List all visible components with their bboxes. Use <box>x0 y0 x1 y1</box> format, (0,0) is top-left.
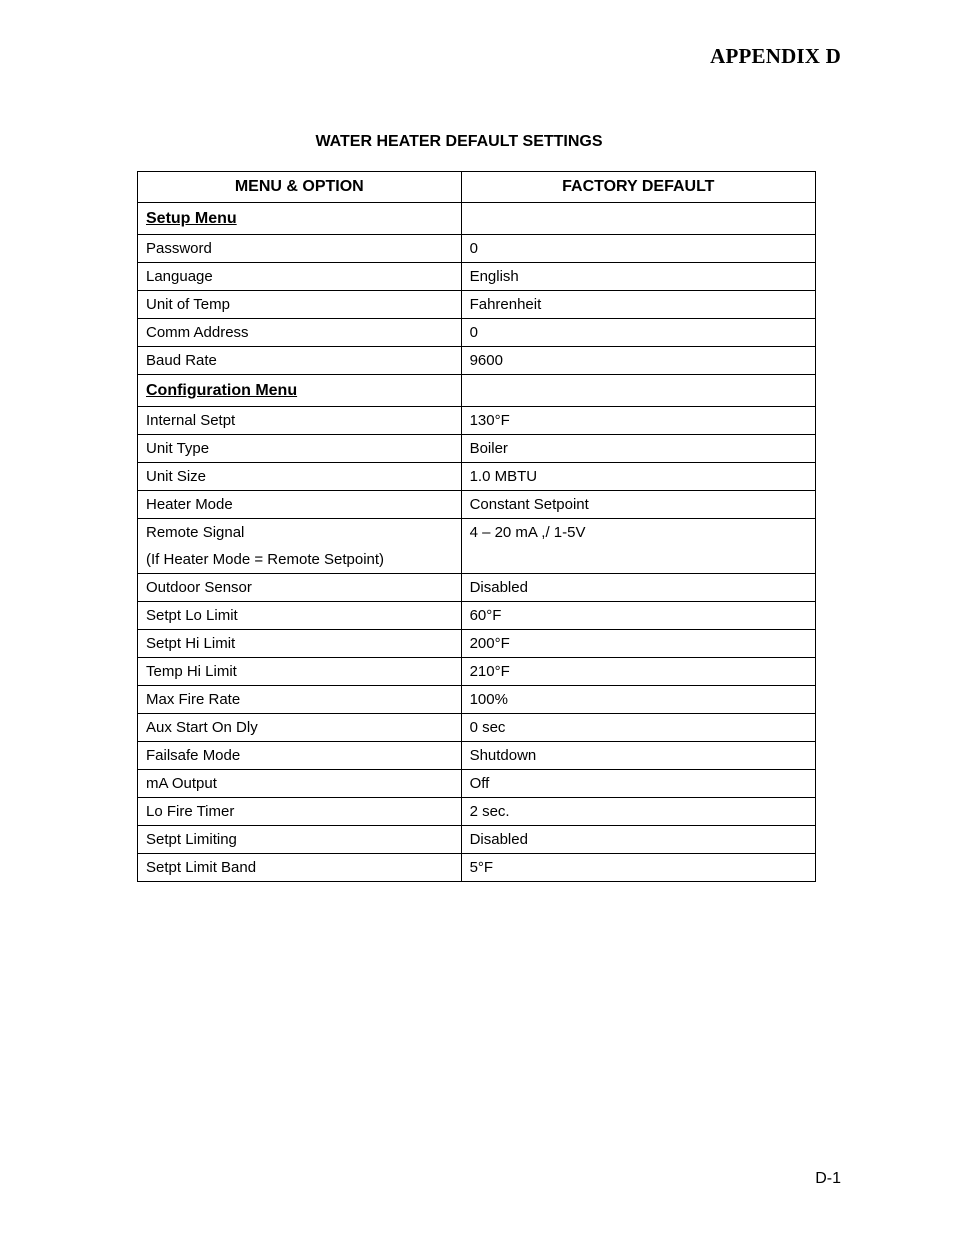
option-cell: Unit of Temp <box>138 291 462 319</box>
option-cell <box>138 519 462 574</box>
value-cell: Fahrenheit <box>461 291 815 319</box>
value-cell: 1.0 MBTU <box>461 463 815 491</box>
table-header-row <box>138 172 816 203</box>
option-cell: mA Output <box>138 770 462 798</box>
value-cell: Constant Setpoint <box>461 491 815 519</box>
section-row-configuration-menu <box>138 375 816 407</box>
value-cell: 210°F <box>461 658 815 686</box>
option-cell: Language <box>138 263 462 291</box>
value-cell: 130°F <box>461 407 815 435</box>
option-cell: Setpt Lo Limit <box>138 602 462 630</box>
value-cell: 0 <box>461 235 815 263</box>
value-cell: 200°F <box>461 630 815 658</box>
option-cell: Aux Start On Dly <box>138 714 462 742</box>
section-cell <box>138 375 462 407</box>
value-cell: 4 – 20 mA ,/ 1-5V <box>461 519 815 574</box>
table-row <box>138 630 816 658</box>
table-row <box>138 263 816 291</box>
table-row <box>138 291 816 319</box>
option-note: (If Heater Mode = Remote Setpoint) <box>146 551 385 568</box>
table-row <box>138 798 816 826</box>
table-row <box>138 770 816 798</box>
column-header-menu-option: MENU & OPTION <box>138 172 462 203</box>
option-cell: Setpt Limit Band <box>138 854 462 882</box>
value-cell: 100% <box>461 686 815 714</box>
value-cell: 5°F <box>461 854 815 882</box>
option-cell: Baud Rate <box>138 347 462 375</box>
table-row <box>138 407 816 435</box>
default-settings-table <box>137 171 816 882</box>
option-cell: Comm Address <box>138 319 462 347</box>
value-cell: Disabled <box>461 574 815 602</box>
section-row-setup-menu <box>138 203 816 235</box>
value-cell: Disabled <box>461 826 815 854</box>
document-title: WATER HEATER DEFAULT SETTINGS <box>315 133 603 150</box>
table-row <box>138 742 816 770</box>
value-cell: Off <box>461 770 815 798</box>
table-row <box>138 714 816 742</box>
column-header-factory-default: FACTORY DEFAULT <box>461 172 815 203</box>
option-label: Remote Signal <box>146 524 245 541</box>
section-label: Setup Menu <box>146 210 237 227</box>
option-cell: Internal Setpt <box>138 407 462 435</box>
option-cell: Lo Fire Timer <box>138 798 462 826</box>
table-row <box>138 491 816 519</box>
value-cell: 60°F <box>461 602 815 630</box>
option-cell: Temp Hi Limit <box>138 658 462 686</box>
option-cell: Max Fire Rate <box>138 686 462 714</box>
table-row <box>138 658 816 686</box>
section-cell <box>138 203 462 235</box>
option-cell: Heater Mode <box>138 491 462 519</box>
table-row <box>138 235 816 263</box>
value-cell: 0 sec <box>461 714 815 742</box>
option-cell: Failsafe Mode <box>138 742 462 770</box>
value-cell: Shutdown <box>461 742 815 770</box>
table-row <box>138 435 816 463</box>
table-row <box>138 347 816 375</box>
table-row <box>138 319 816 347</box>
value-cell: English <box>461 263 815 291</box>
option-cell: Setpt Hi Limit <box>138 630 462 658</box>
table-row <box>138 686 816 714</box>
empty-cell <box>461 375 815 407</box>
table-row <box>138 826 816 854</box>
section-label: Configuration Menu <box>146 382 298 399</box>
page-number: D-1 <box>815 1170 841 1187</box>
appendix-heading: APPENDIX D <box>710 44 841 68</box>
option-cell: Unit Type <box>138 435 462 463</box>
option-cell: Unit Size <box>138 463 462 491</box>
table-row <box>138 574 816 602</box>
value-cell: 9600 <box>461 347 815 375</box>
option-cell: Outdoor Sensor <box>138 574 462 602</box>
value-cell: 2 sec. <box>461 798 815 826</box>
value-cell: Boiler <box>461 435 815 463</box>
table-row <box>138 463 816 491</box>
value-cell: 0 <box>461 319 815 347</box>
table-row <box>138 602 816 630</box>
table-row <box>138 519 816 574</box>
table-row <box>138 854 816 882</box>
option-cell: Password <box>138 235 462 263</box>
empty-cell <box>461 203 815 235</box>
option-cell: Setpt Limiting <box>138 826 462 854</box>
